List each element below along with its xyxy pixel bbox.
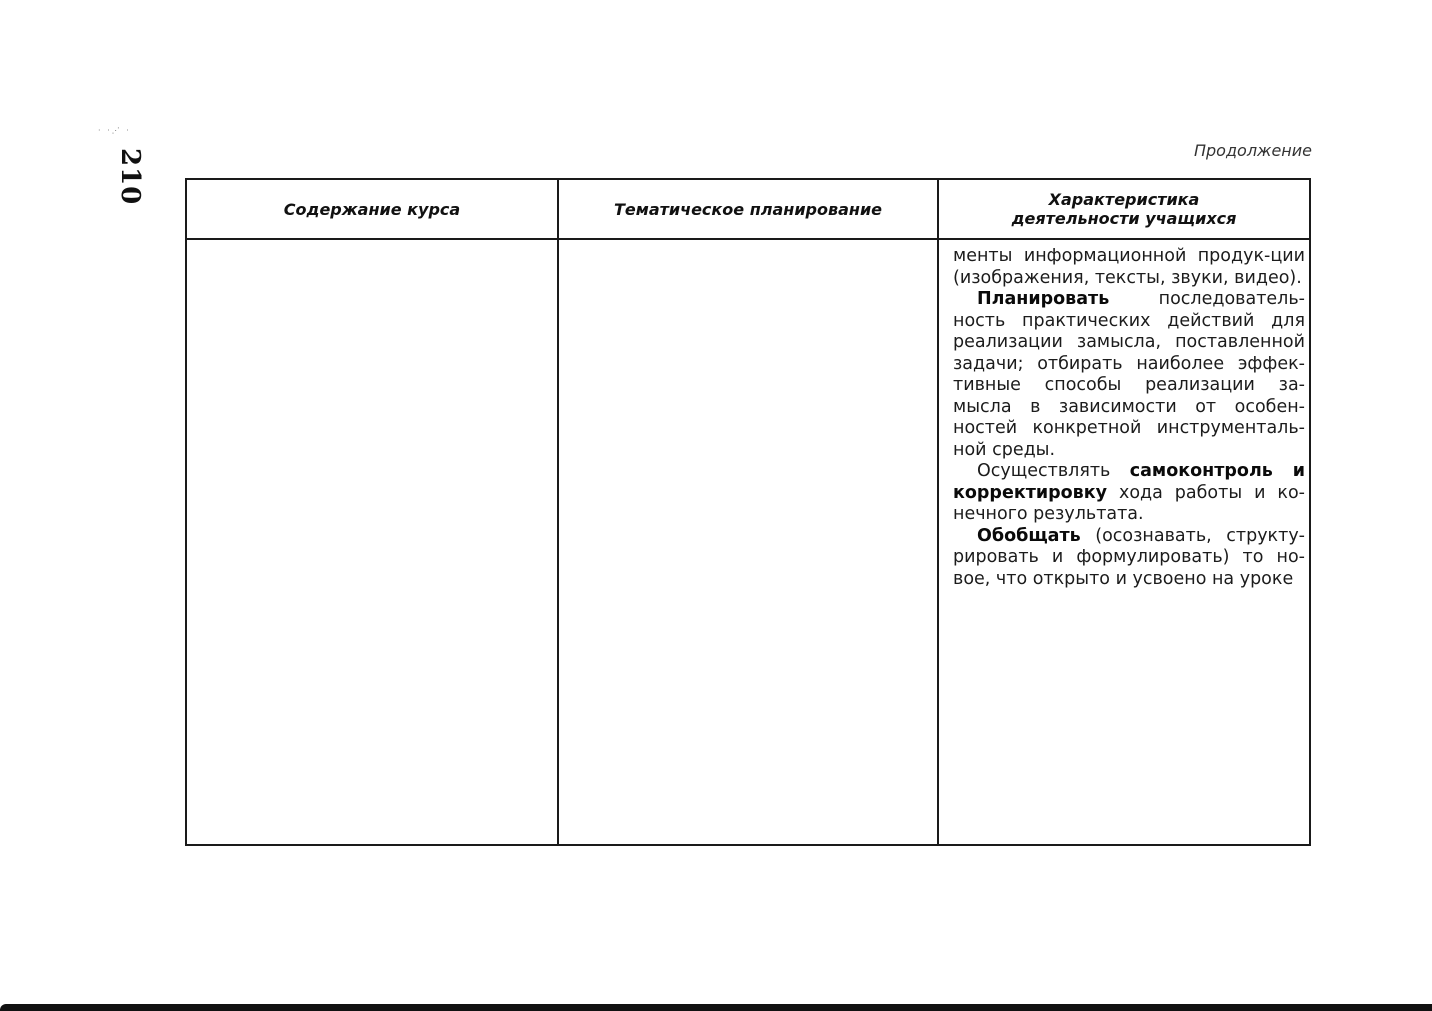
- continuation-label: Продолжение: [1193, 141, 1312, 160]
- page-number: 210: [115, 148, 145, 206]
- header-student-activity: [939, 180, 1309, 240]
- activity-paragraph-3-lead: Осуществлять: [977, 461, 1130, 481]
- activity-keyword-selfcontrol: самоконтроль и корректировку: [953, 461, 1306, 503]
- header-thematic-planning-label: Тематическое планирование: [613, 199, 883, 219]
- header-course-content-label: Содержание курса: [283, 199, 461, 219]
- activity-paragraph-4-text: (осознавать, структу-рировать и формулировать) то но-вое, что открыто и усвоено на уроке: [953, 525, 1305, 589]
- cell-student-activity: [939, 240, 1309, 844]
- scan-specks: · ·⋰ ·: [98, 126, 131, 135]
- curriculum-table: [185, 178, 1311, 846]
- activity-paragraph-2-text: последователь-ность практических действий для реализации замысла, поставленной задачи; отбирать наиболее эффек-тивные способы реализации за-мысла в зависимости от особен-ностей конкретной инструменталь-ной среды.: [953, 289, 1305, 460]
- header-student-activity-line1: Характеристика: [1048, 190, 1200, 209]
- header-thematic-planning: [559, 180, 939, 240]
- cell-course-content: [187, 240, 559, 844]
- activity-paragraph-4: [953, 526, 1305, 591]
- activity-keyword-generalize: Обобщать: [977, 525, 1081, 546]
- header-course-content: [187, 180, 559, 240]
- activity-paragraph-3-text: хода работы и ко-нечного результата.: [953, 482, 1305, 524]
- cell-thematic-planning: [559, 240, 939, 844]
- activity-paragraph-3: [953, 461, 1305, 526]
- scan-bottom-edge: [0, 1004, 1432, 1011]
- activity-keyword-plan: Планировать: [977, 289, 1110, 309]
- activity-paragraph-1: менты информационной продук-ции (изображения, тексты, звуки, видео).: [953, 246, 1305, 288]
- activity-paragraph-2: [953, 289, 1305, 461]
- header-student-activity-line2: деятельности учащихся: [1011, 209, 1237, 228]
